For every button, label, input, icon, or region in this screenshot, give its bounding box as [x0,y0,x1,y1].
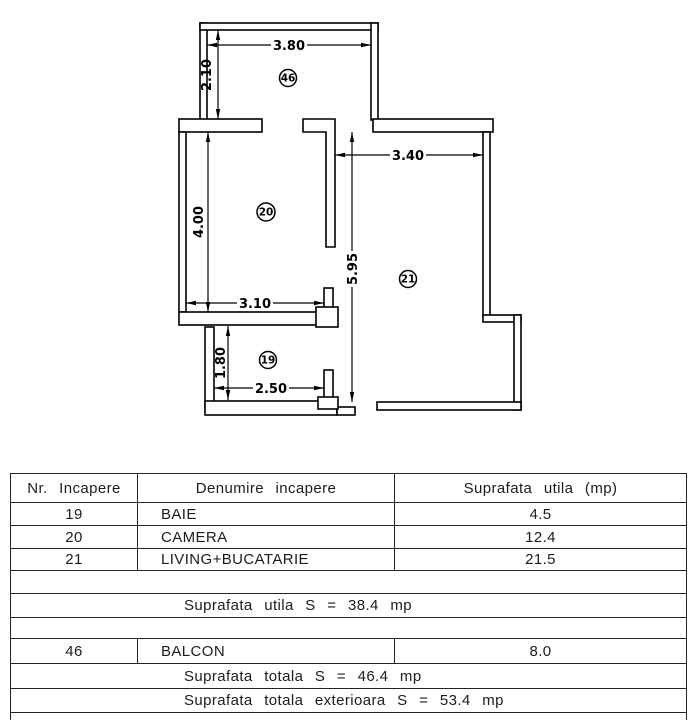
room-number-living: 21 [400,273,416,286]
wall-pier [316,307,338,327]
spacer-row [11,571,686,594]
room-marker-balcon [280,70,297,87]
wall-baie-right-foot [318,397,338,409]
wall-balcony-right [371,23,378,120]
room-number-balcon: 46 [280,72,296,85]
wall-top-left [179,119,262,132]
cell-nr: 20 [11,526,138,548]
header-denumire: Denumire incapere [138,474,395,502]
wall-baie-left [205,327,214,407]
wall-baie-bottom-step [337,407,355,415]
walls [179,23,521,415]
header-nr-incapere: Nr. Incapere [11,474,138,502]
summary-suprafata-totala: Suprafata totala S = 46.4 mp [11,664,686,689]
wall-top-mid-partition [303,119,335,247]
area-table [10,473,687,720]
dim-camera-height: 4.00 [192,205,207,239]
dim-living-height: 5.95 [345,252,361,286]
dim-balcony-depth: 2.10 [200,58,215,92]
wall-left [179,132,186,312]
dim-baie-width: 2.50 [254,381,288,397]
dim-living-width: 3.40 [391,148,425,164]
table-row-baie [11,503,686,526]
wall-top-right [373,119,493,132]
dimension-labels [192,39,424,397]
cell-nr: 46 [11,639,138,663]
cell-name: CAMERA [138,526,395,548]
summary-suprafata-exterioara: Suprafata totala exterioara S = 53.4 mp [11,689,686,713]
room-marker-baie [260,352,277,369]
cell-area: 21.5 [525,551,556,568]
cell-nr: 21 [11,549,138,570]
cell-name: BAIE [138,503,395,525]
room-number-camera: 20 [258,206,274,219]
cell-area: 8.0 [529,642,552,660]
spacer-row [11,618,686,639]
wall-camera-bottom [179,312,330,325]
table-row-balcon [11,639,686,664]
dim-camera-width: 3.10 [238,296,272,312]
room-marker-living [400,271,417,288]
cell-area: 12.4 [525,528,556,546]
summary-suprafata-utila: Suprafata utila S = 38.4 mp [11,594,686,618]
dim-baie-height: 1.80 [214,346,229,380]
room-marker-camera [257,203,275,221]
table-border-tail [11,713,686,720]
cell-area: 4.5 [529,505,552,523]
wall-living-bottom [377,402,521,410]
table-row-living [11,549,686,571]
cell-name: LIVING+BUCATARIE [138,549,395,570]
room-number-baie: 19 [260,354,276,367]
wall-right-lower [514,315,521,410]
wall-right-upper [483,132,490,317]
table-row-camera [11,526,686,549]
cell-name: BALCON [138,639,395,663]
dim-balcony-width: 3.80 [272,38,306,54]
cell-nr: 19 [11,503,138,525]
wall-balcony-top [200,23,378,30]
table-header-row [11,474,686,503]
header-suprafata: Suprafata utila (mp) [463,479,618,497]
